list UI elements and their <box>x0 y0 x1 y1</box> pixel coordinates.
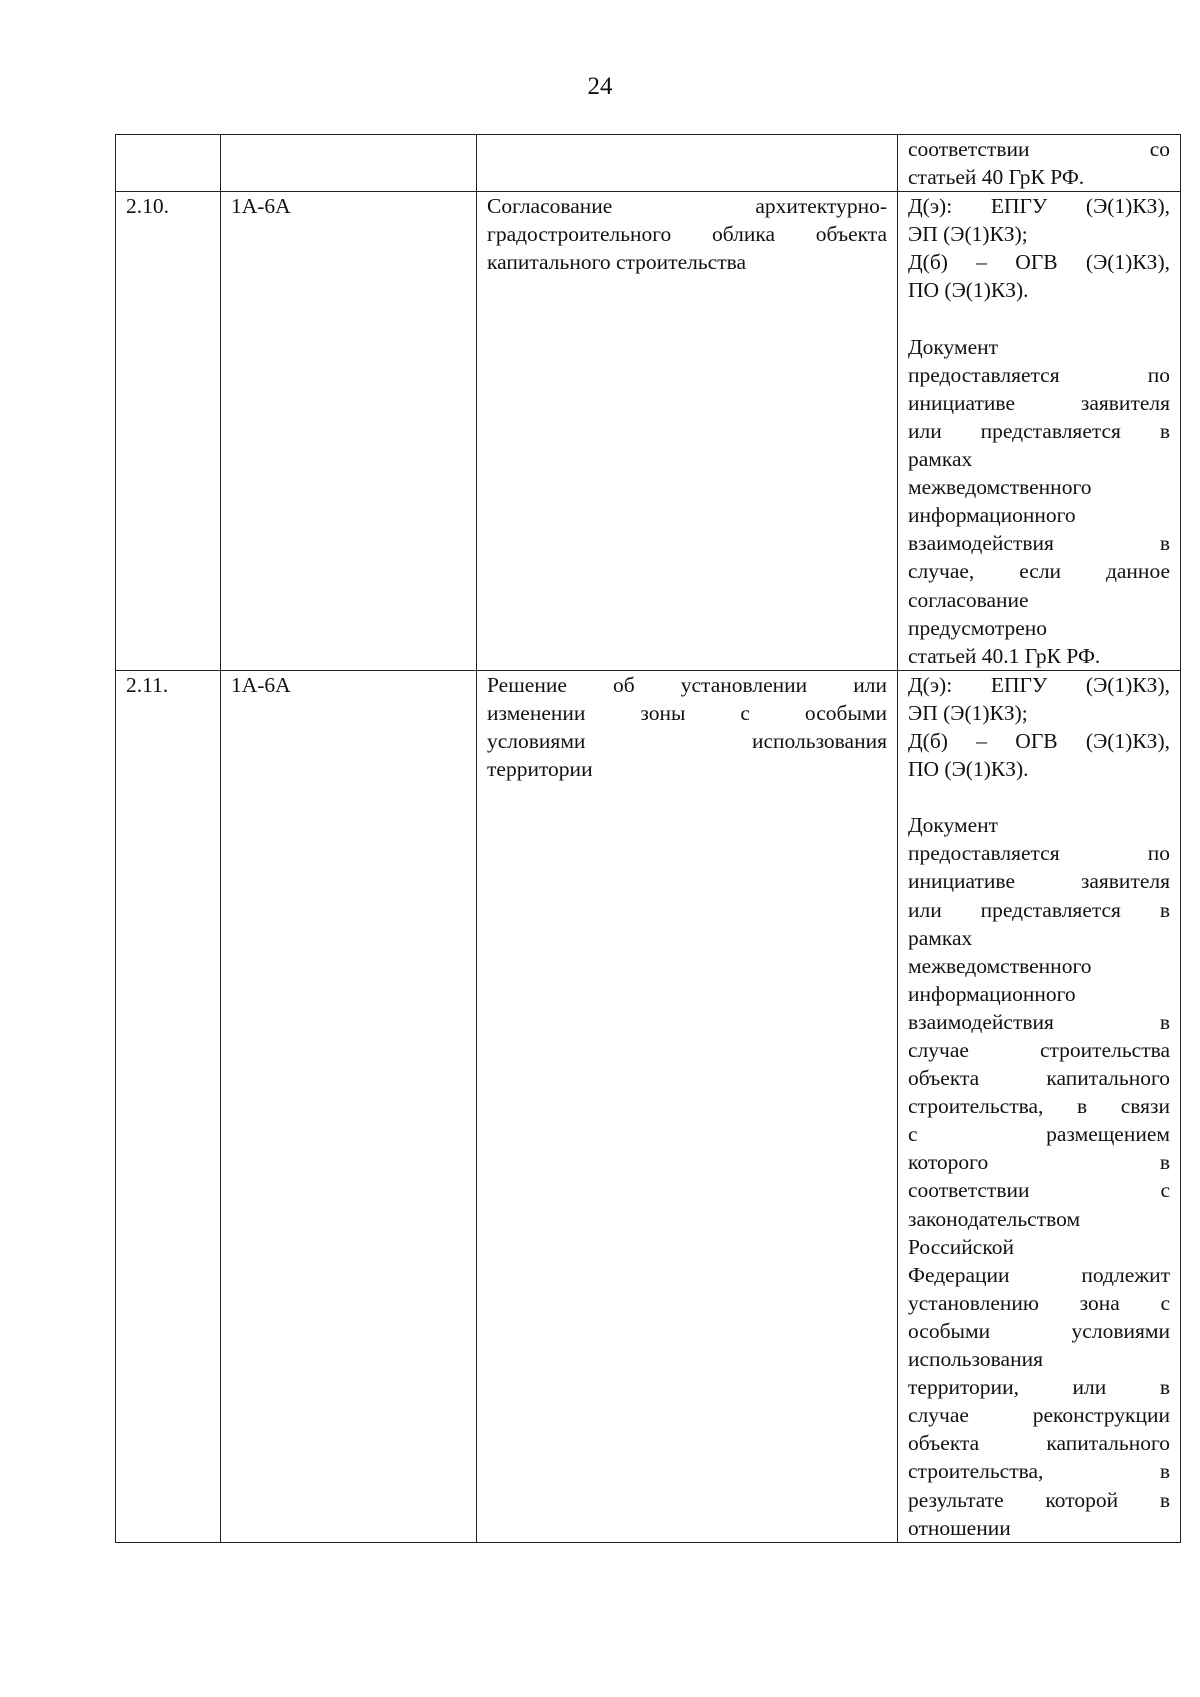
paragraph-gap <box>908 783 1170 811</box>
cell-text-line: строительства, в <box>908 1459 1170 1484</box>
paragraph-gap <box>908 305 1170 333</box>
cell-text-line: информационного <box>908 981 1076 1006</box>
cell-text-line: ЭП (Э(1)КЗ); <box>908 222 1028 247</box>
cell-text-line: согласование <box>908 587 1029 612</box>
cell-text-line: Документ <box>908 334 999 359</box>
cell-text-line: межведомственного <box>908 953 1092 978</box>
cell-text-line: территории <box>487 757 593 782</box>
cell-text-line: инициативе заявителя <box>908 390 1170 415</box>
cell-text-line: установлению зона с <box>908 1290 1170 1315</box>
cell-text-line: Решение об установлении или <box>487 672 887 697</box>
cell-text-line: использования <box>908 1347 1043 1372</box>
cell-text-line: Д(э): ЕПГУ (Э(1)КЗ), <box>908 672 1170 697</box>
cell-text-line: Д(б) – ОГВ (Э(1)КЗ), <box>908 728 1170 753</box>
cell-text-line: объекта капитального <box>908 1066 1170 1091</box>
row-code-cell: 1А-6А <box>221 192 477 671</box>
cell-text-line: объекта капитального <box>908 1431 1170 1456</box>
cell-text-line: особыми условиями <box>908 1318 1170 1343</box>
cell-text-line: рамках <box>908 447 973 472</box>
cell-text-line: ЭП (Э(1)КЗ); <box>908 700 1028 725</box>
row-description-cell <box>898 670 1181 1542</box>
table-row <box>116 670 1181 1542</box>
cell-text-line: случае строительства <box>908 1038 1170 1062</box>
cell-text-line: предусмотрено <box>908 615 1048 640</box>
row-number-cell: 2.11. <box>116 670 221 1542</box>
cell-text-line: статьей 40 ГрК РФ. <box>908 165 1085 190</box>
cell-text-line: предоставляется по <box>908 362 1170 387</box>
cell-text-line: информационного <box>908 503 1076 528</box>
cell-text-line: Федерации подлежит <box>908 1262 1170 1287</box>
cell-text-line: соответствии со <box>908 137 1170 161</box>
cell-text-line: статьей 40.1 ГрК РФ. <box>908 643 1101 668</box>
cell-text-line: с размещением <box>908 1122 1170 1147</box>
cell-text-line: изменении зоны с особыми <box>487 700 887 725</box>
row-number-cell <box>116 135 221 192</box>
page-number: 24 <box>587 73 613 100</box>
row-name-cell <box>477 192 898 671</box>
cell-text-line: градостроительного облика объекта <box>487 222 887 247</box>
cell-text-line: ПО (Э(1)КЗ). <box>908 757 1029 782</box>
cell-text-line: соответствии с <box>908 1178 1170 1203</box>
cell-text-line: ПО (Э(1)КЗ). <box>908 278 1029 303</box>
cell-text-line: условиями использования <box>487 728 887 753</box>
cell-text-line: Документ <box>908 813 999 838</box>
row-code-cell: 1А-6А <box>221 670 477 1542</box>
row-description-cell <box>898 135 1181 192</box>
cell-text-line: взаимодействия в <box>908 531 1170 556</box>
cell-text-line: Д(б) – ОГВ (Э(1)КЗ), <box>908 250 1170 275</box>
cell-text-line: межведомственного <box>908 475 1092 500</box>
cell-text-line: результате которой в <box>908 1487 1170 1512</box>
row-description-cell <box>898 192 1181 671</box>
cell-text-line: или представляется в <box>908 897 1170 922</box>
cell-text-line: строительства, в связи <box>908 1094 1170 1119</box>
cell-text-line: взаимодействия в <box>908 1009 1170 1034</box>
cell-text-line: Согласование архитектурно- <box>487 194 887 219</box>
row-code-cell <box>221 135 477 192</box>
cell-text-line: законодательством <box>908 1206 1081 1231</box>
document-table <box>115 134 1181 1543</box>
cell-text-line: Российской <box>908 1234 1014 1259</box>
cell-text-line: рамках <box>908 925 973 950</box>
row-number-cell: 2.10. <box>116 192 221 671</box>
row-name-cell <box>477 135 898 192</box>
cell-text-line: капитального строительства <box>487 250 747 275</box>
cell-text-line: отношении <box>908 1515 1011 1540</box>
cell-text-line: которого в <box>908 1150 1170 1175</box>
cell-text-line: Д(э): ЕПГУ (Э(1)КЗ), <box>908 194 1170 219</box>
cell-text-line: инициативе заявителя <box>908 869 1170 894</box>
cell-text-line: случае реконструкции <box>908 1403 1170 1428</box>
table-row <box>116 135 1181 192</box>
cell-text-line: или представляется в <box>908 418 1170 443</box>
cell-text-line: случае, если данное <box>908 559 1170 584</box>
table-row <box>116 192 1181 671</box>
row-name-cell <box>477 670 898 1542</box>
cell-text-line: территории, или в <box>908 1375 1170 1400</box>
cell-text-line: предоставляется по <box>908 841 1170 866</box>
